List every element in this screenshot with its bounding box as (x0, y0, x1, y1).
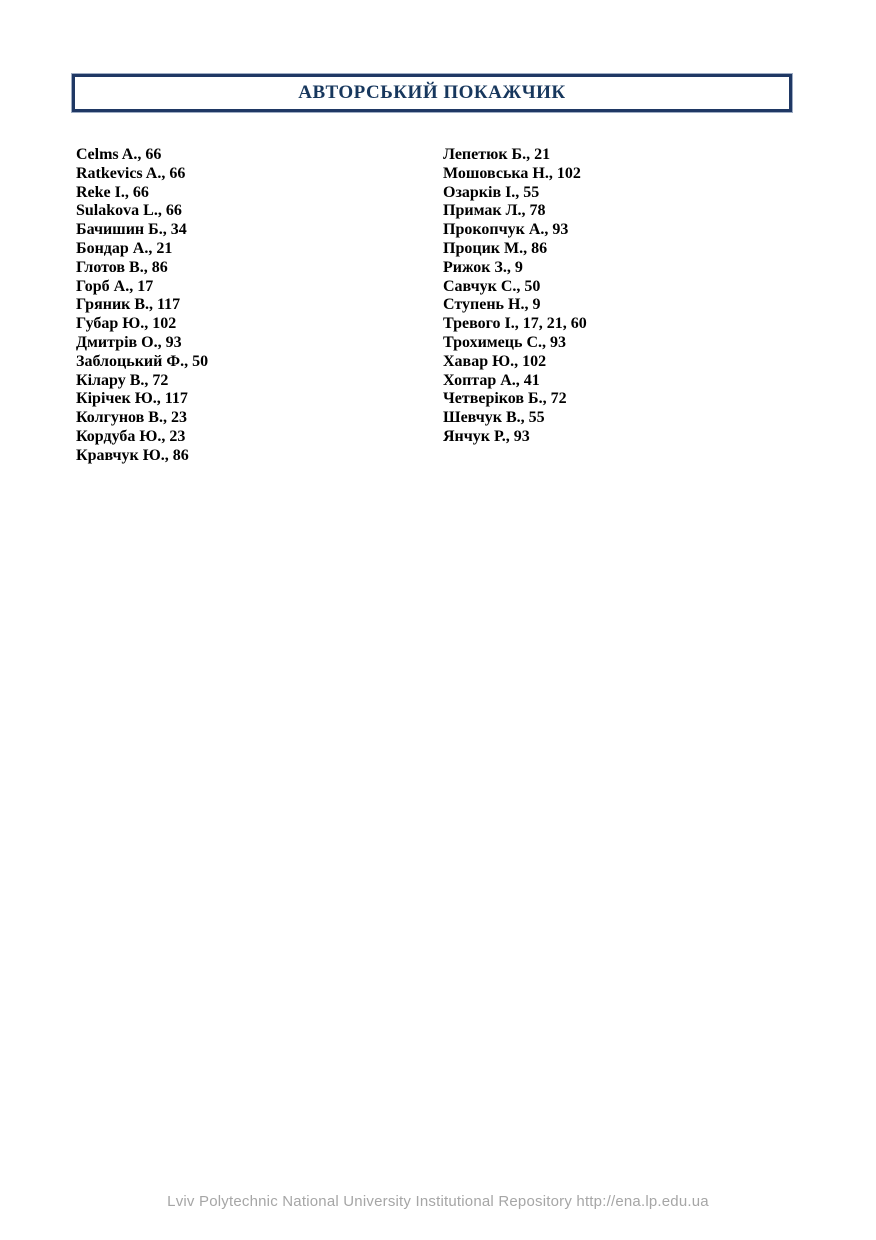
author-index-right-column (443, 146, 587, 447)
author-index-entry: Хоптар А., 41 (443, 371, 540, 389)
author-index-entry: Celms A., 66 (76, 146, 162, 163)
author-index-entry: Бачишин Б., 34 (76, 221, 187, 239)
author-index-entry: Кордуба Ю., 23 (76, 427, 186, 445)
author-index-entry: Шевчук В., 55 (443, 409, 545, 427)
title-box (72, 74, 792, 112)
author-index-entry: Гряник В., 117 (76, 296, 181, 314)
author-index-left-column (76, 146, 208, 466)
author-index-entry: Тревого І., 17, 21, 60 (443, 315, 587, 333)
author-index-entry: Кірічек Ю., 117 (76, 390, 188, 408)
author-index-entry: Процик М., 86 (443, 239, 548, 257)
author-index-entry: Трохимець С., 93 (443, 333, 567, 351)
footer-text: Lviv Polytechnic National University Institutional Repository http://ena.lp.edu.ua (167, 1193, 709, 1210)
page-title: АВТОРСЬКИЙ ПОКАЖЧИК (298, 82, 566, 103)
author-index-entry: Ступень Н., 9 (443, 296, 541, 314)
author-index-entry: Reke I., 66 (76, 183, 149, 201)
author-index-entry: Савчук С., 50 (443, 277, 541, 295)
author-index-entry: Лепетюк Б., 21 (443, 146, 551, 163)
author-index-entry: Губар Ю., 102 (76, 315, 177, 333)
author-index-entry: Ratkevics A., 66 (76, 164, 186, 182)
author-index-entry: Дмитрів О., 93 (76, 333, 182, 351)
author-index-entry: Бондар А., 21 (76, 239, 173, 257)
author-index-entry: Хавар Ю., 102 (443, 352, 547, 370)
author-index-entry: Янчук Р., 93 (443, 427, 530, 445)
author-index-entry: Кілару В., 72 (76, 371, 169, 389)
author-index-entry: Рижок З., 9 (443, 258, 523, 276)
author-index-entry: Глотов В., 86 (76, 258, 168, 276)
author-index-entry: Примак Л., 78 (443, 202, 546, 220)
author-index-entry: Озарків І., 55 (443, 183, 540, 201)
author-index-entry: Sulakova L., 66 (76, 202, 182, 220)
author-index-entry: Колгунов В., 23 (76, 409, 187, 427)
author-index-entry: Четверіков Б., 72 (443, 390, 567, 408)
footer (0, 1193, 876, 1211)
author-index-entry: Кравчук Ю., 86 (76, 446, 189, 464)
author-index-entry: Горб А., 17 (76, 277, 154, 295)
author-index-entry: Прокопчук А., 93 (443, 221, 569, 239)
author-index-entry: Мошовська Н., 102 (443, 164, 581, 182)
author-index-entry: Заблоцький Ф., 50 (76, 352, 209, 370)
